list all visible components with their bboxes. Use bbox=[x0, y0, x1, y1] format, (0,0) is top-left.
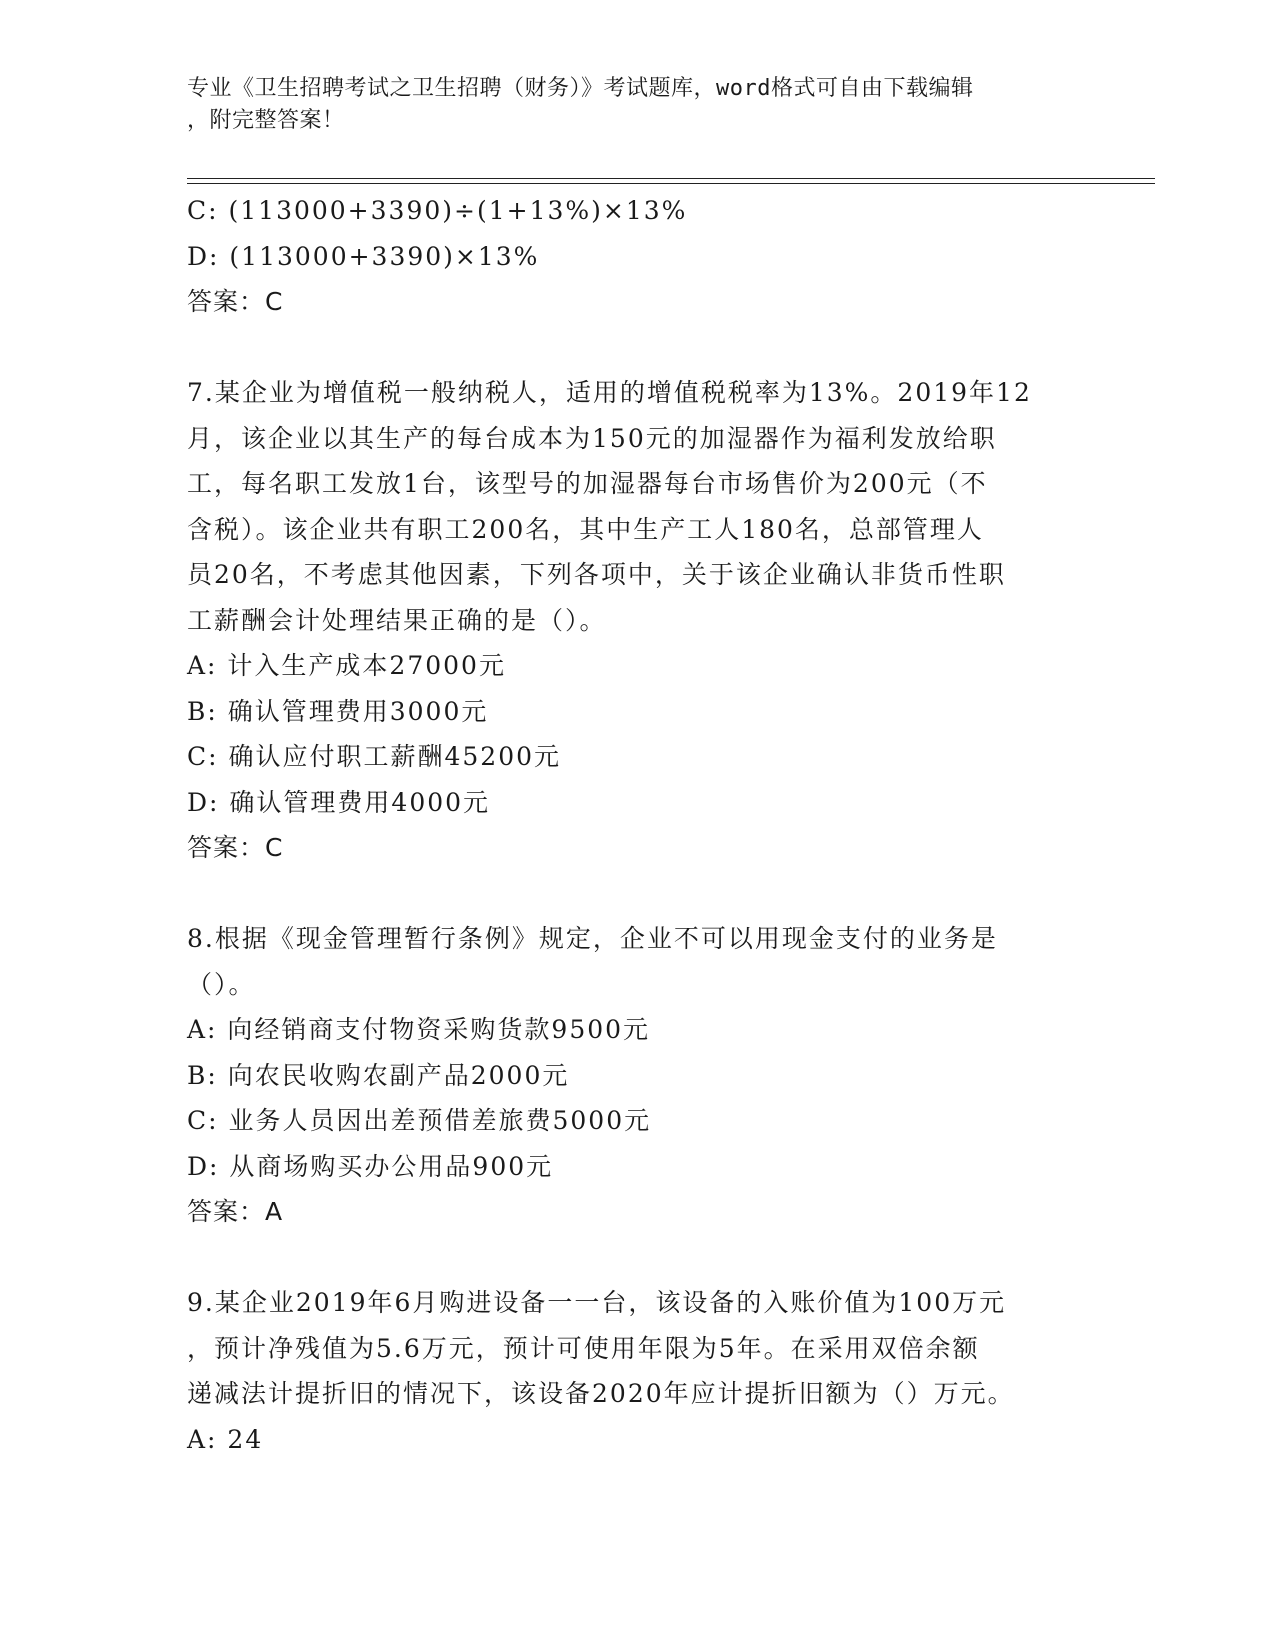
q7-stem-line: 工薪酬会计处理结果正确的是（）。 bbox=[187, 605, 607, 635]
q7-option-c: C: 确认应付职工薪酬45200元 bbox=[187, 742, 562, 771]
spacer bbox=[187, 871, 1087, 917]
q7-option-a: A: 计入生产成本27000元 bbox=[187, 651, 506, 680]
q8-stem-line: （）。 bbox=[187, 969, 256, 999]
spacer bbox=[187, 325, 1087, 371]
q8-option-b: B: 向农民收购农副产品2000元 bbox=[187, 1060, 570, 1090]
q7-option-d: D: 确认管理费用4000元 bbox=[187, 787, 491, 817]
q9-stem-line: 递减法计提折旧的情况下，该设备2020年应计提折旧额为（）万元。 bbox=[187, 1379, 1015, 1408]
q7-stem-line: 员20名，不考虑其他因素，下列各项中，关于该企业确认非货币性职 bbox=[187, 560, 1006, 589]
q8-answer: 答案：A bbox=[187, 1197, 284, 1226]
prev-question-option-d: D: (113000+3390)×13% bbox=[187, 241, 540, 271]
q9-option-a: A: 24 bbox=[187, 1424, 264, 1454]
q9-stem-line: 9.某企业2019年6月购进设备一一台，该设备的入账价值为100万元 bbox=[187, 1288, 1007, 1317]
q7-answer: 答案：C bbox=[187, 833, 284, 862]
q8-option-c: C: 业务人员因出差预借差旅费5000元 bbox=[187, 1106, 652, 1135]
q7-stem-line: 月，该企业以其生产的每台成本为150元的加湿器作为福利发放给职 bbox=[187, 423, 997, 453]
header-title-line-1: 专业《卫生招聘考试之卫生招聘（财务）》考试题库，word格式可自由下载编辑 bbox=[187, 76, 974, 101]
q7-stem-line: 工，每名职工发放1台，该型号的加湿器每台市场售价为200元（不 bbox=[187, 469, 988, 498]
q9-stem-line: ，预计净残值为5.6万元，预计可使用年限为5年。在采用双倍余额 bbox=[187, 1333, 980, 1363]
prev-question-answer: 答案：C bbox=[187, 287, 284, 316]
q7-stem-line: 含税）。该企业共有职工200名，其中生产工人180名，总部管理人 bbox=[187, 514, 984, 544]
header-rule-top bbox=[187, 178, 1155, 179]
spacer bbox=[187, 1235, 1087, 1281]
document-header bbox=[187, 73, 1067, 137]
q7-option-b: B: 确认管理费用3000元 bbox=[187, 696, 489, 726]
document-body bbox=[187, 188, 1087, 1462]
header-title-line-2: ，附完整答案！ bbox=[187, 108, 345, 133]
q8-option-a: A: 向经销商支付物资采购货款9500元 bbox=[187, 1015, 651, 1044]
prev-question-option-c: C: (113000+3390)÷(1+13%)×13% bbox=[187, 196, 688, 225]
q8-stem-line: 8.根据《现金管理暂行条例》规定，企业不可以用现金支付的业务是 bbox=[187, 924, 998, 953]
q7-stem-line: 7.某企业为增值税一般纳税人，适用的增值税税率为13%。2019年12 bbox=[187, 378, 1032, 407]
header-rule-bottom bbox=[187, 183, 1155, 184]
q8-option-d: D: 从商场购买办公用品900元 bbox=[187, 1151, 554, 1181]
